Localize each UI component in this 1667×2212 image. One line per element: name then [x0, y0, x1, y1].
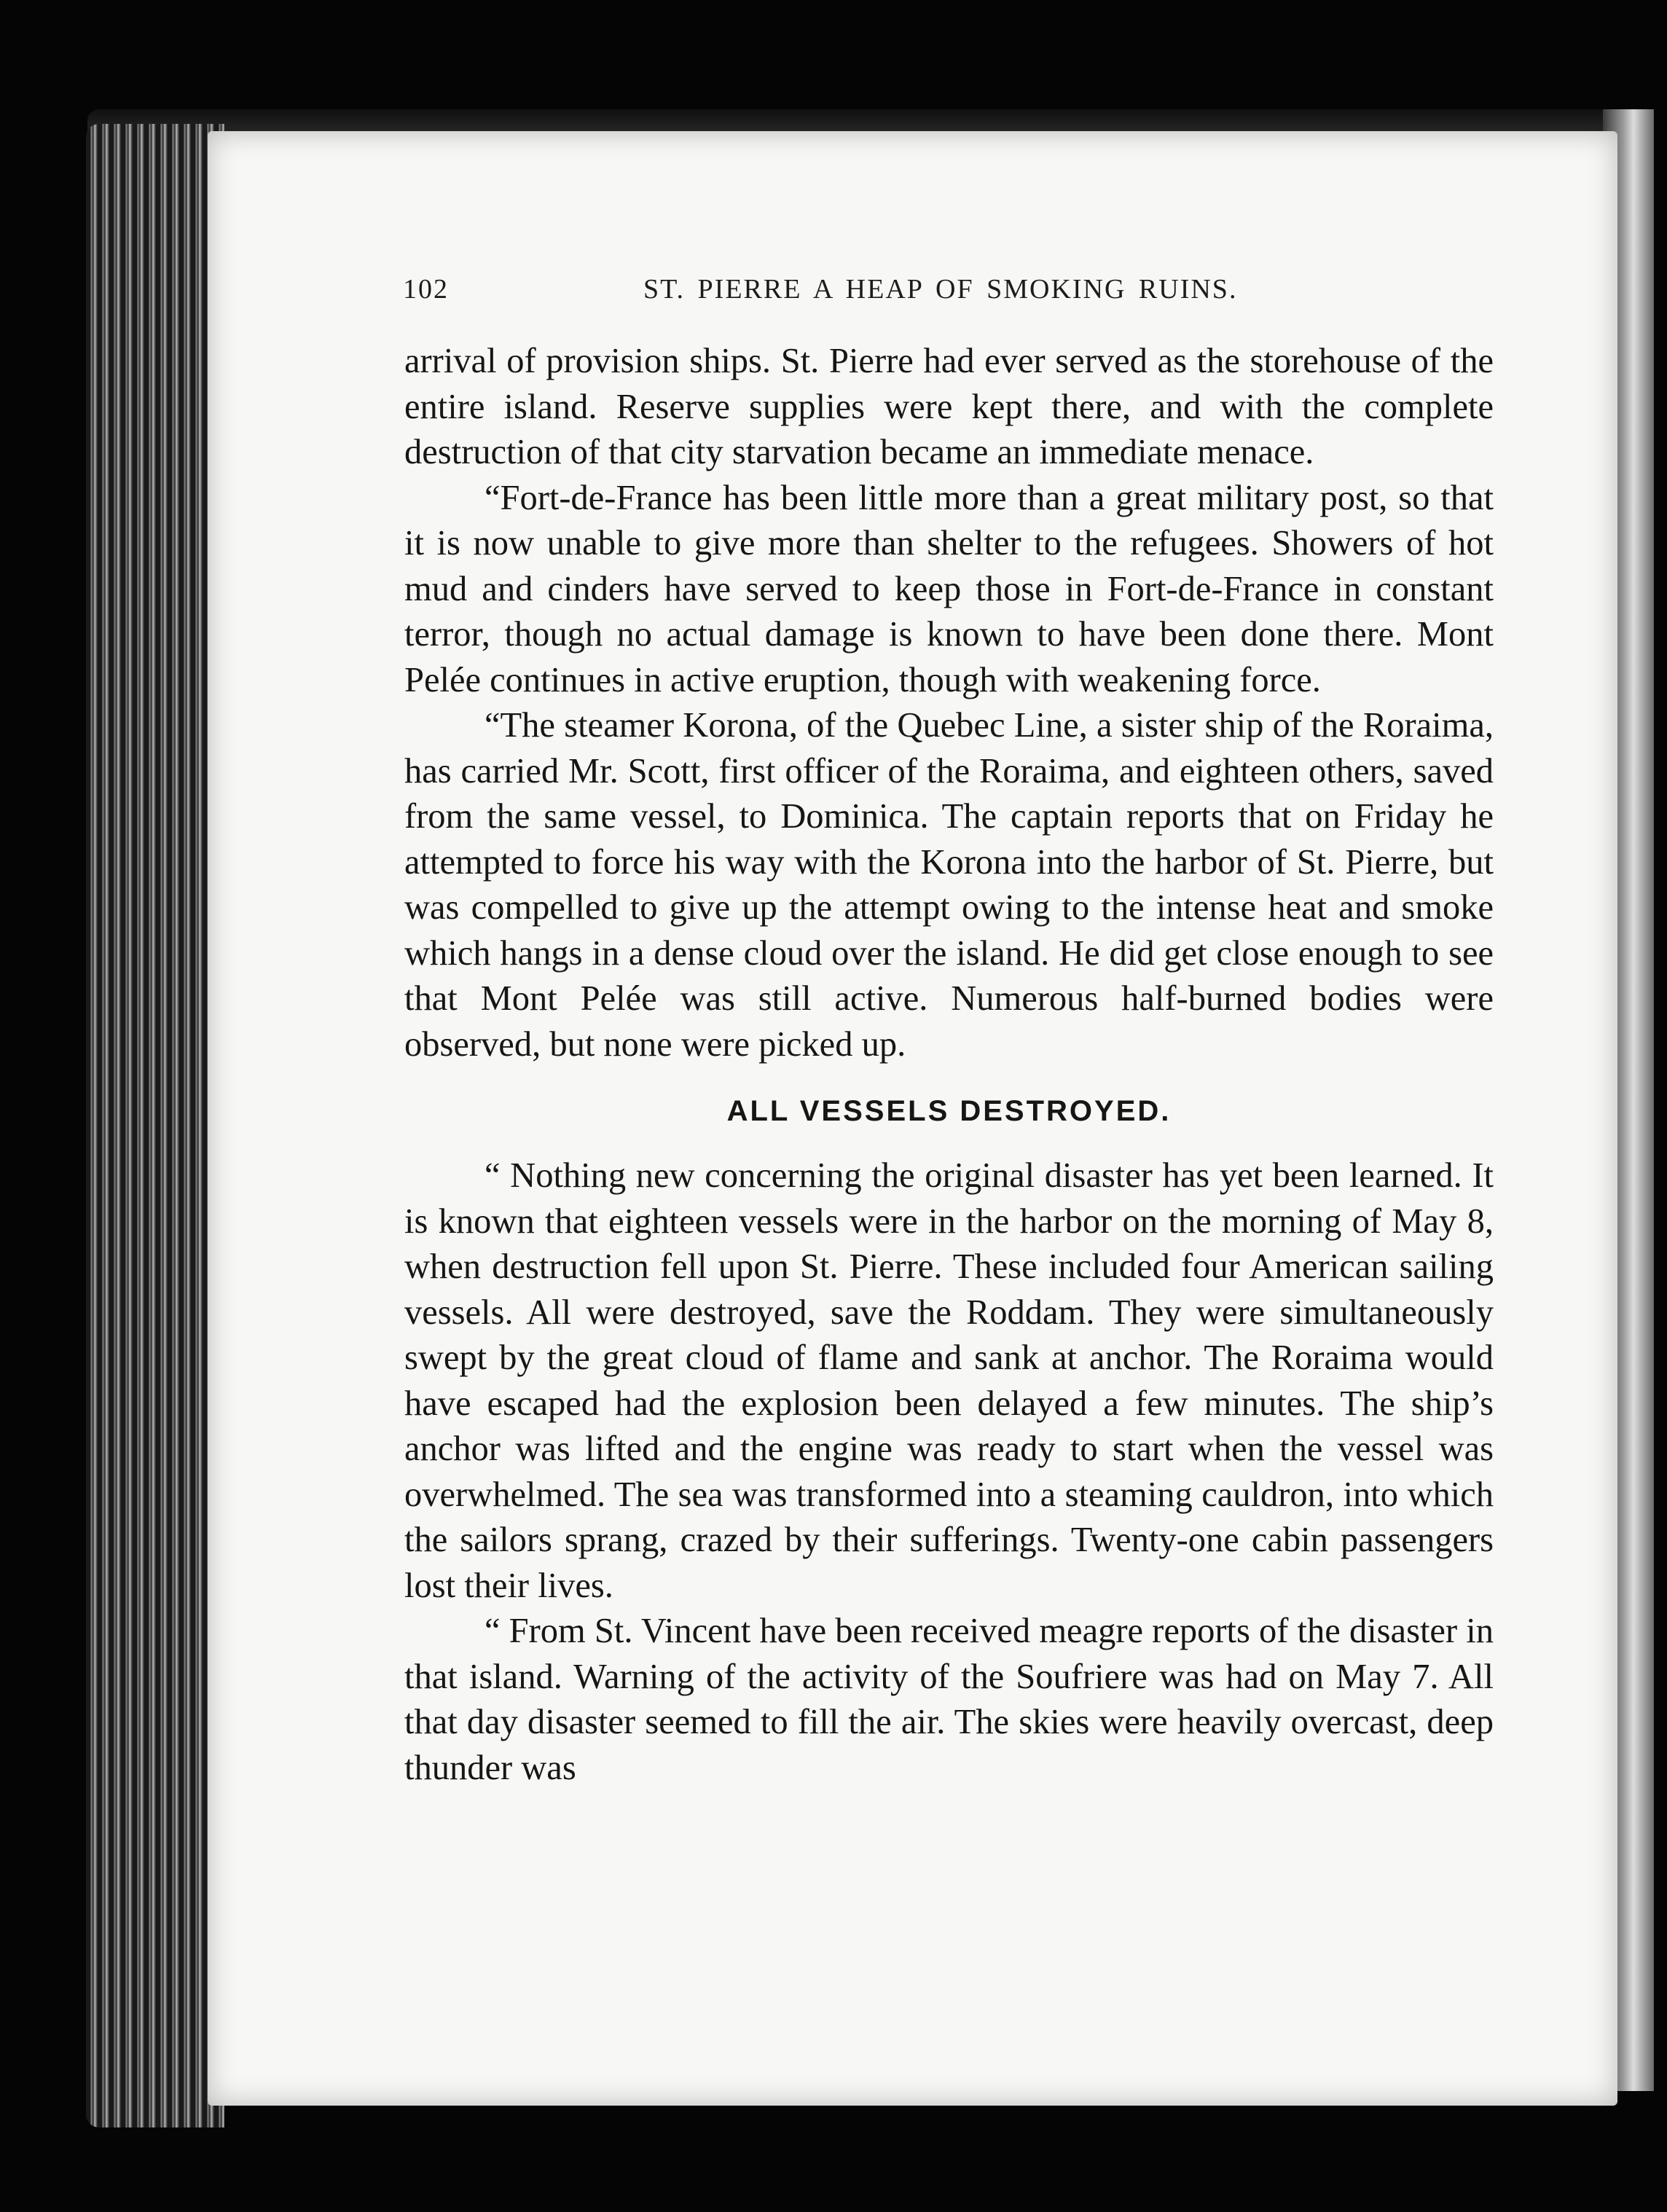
running-head: ST. PIERRE A HEAP OF SMOKING RUINS.	[643, 274, 1238, 305]
paragraph: arrival of provision ships. St. Pierre had ever served as the storehouse of the entire island. Reserve supplies were kept there, and with the complete destruction of that city starvation became an immediate menace.	[404, 342, 1494, 471]
page-number: 102	[403, 274, 449, 305]
page-header	[403, 273, 1255, 317]
book-page-edges	[86, 124, 224, 2127]
body-text	[404, 339, 1494, 1791]
paragraph: “Fort-de-France has been little more than a great military post, so that it is now unable to give more than shelter to the refugees. Showers of hot mud and cinders have served to keep those in Fort-de-France in constant terror, though no actual damage is known to have been done there. Mont Pelée continues in active eruption, though with weakening force.	[404, 478, 1494, 699]
paragraph: “The steamer Korona, of the Quebec Line, a sister ship of the Roraima, has carried Mr. Scott, first officer of the Roraima, and eighteen others, saved from the same vessel, to Dominica. The captain reports that on Friday he attempted to force his way with the Korona into the harbor of St. Pierre, but was compelled to give up the attempt owing to the intense heat and smoke which hangs in a dense cloud over the island. He did get close enough to see that Mont Pelée was still active. Numerous half-burned bodies were observed, but none were picked up.	[404, 706, 1494, 1064]
paragraph: “ Nothing new concerning the original disaster has yet been learned. It is known that eighteen vessels were in the harbor on the morning of May 8, when destruction fell upon St. Pierre. These included four American sailing vessels. All were destroyed, save the Roddam. They were simultaneously swept by the great cloud of flame and sank at anchor. The Roraima would have escaped had the explosion been delayed a few minutes. The ship’s anchor was lifted and the engine was ready to start when the vessel was overwhelmed. The sea was transformed into a steaming cauldron, into which the sailors sprang, crazed by their sufferings. Twenty-one cabin passengers lost their lives.	[404, 1156, 1494, 1605]
section-heading: ALL VESSELS DESTROYED.	[726, 1095, 1172, 1127]
paragraph: “ From St. Vincent have been received meagre reports of the disaster in that island. Warning of the activity of the Soufriere was had on May 7. All that day disaster seemed to fill the air. The skies were heavily overcast, deep thunder was	[404, 1612, 1494, 1787]
